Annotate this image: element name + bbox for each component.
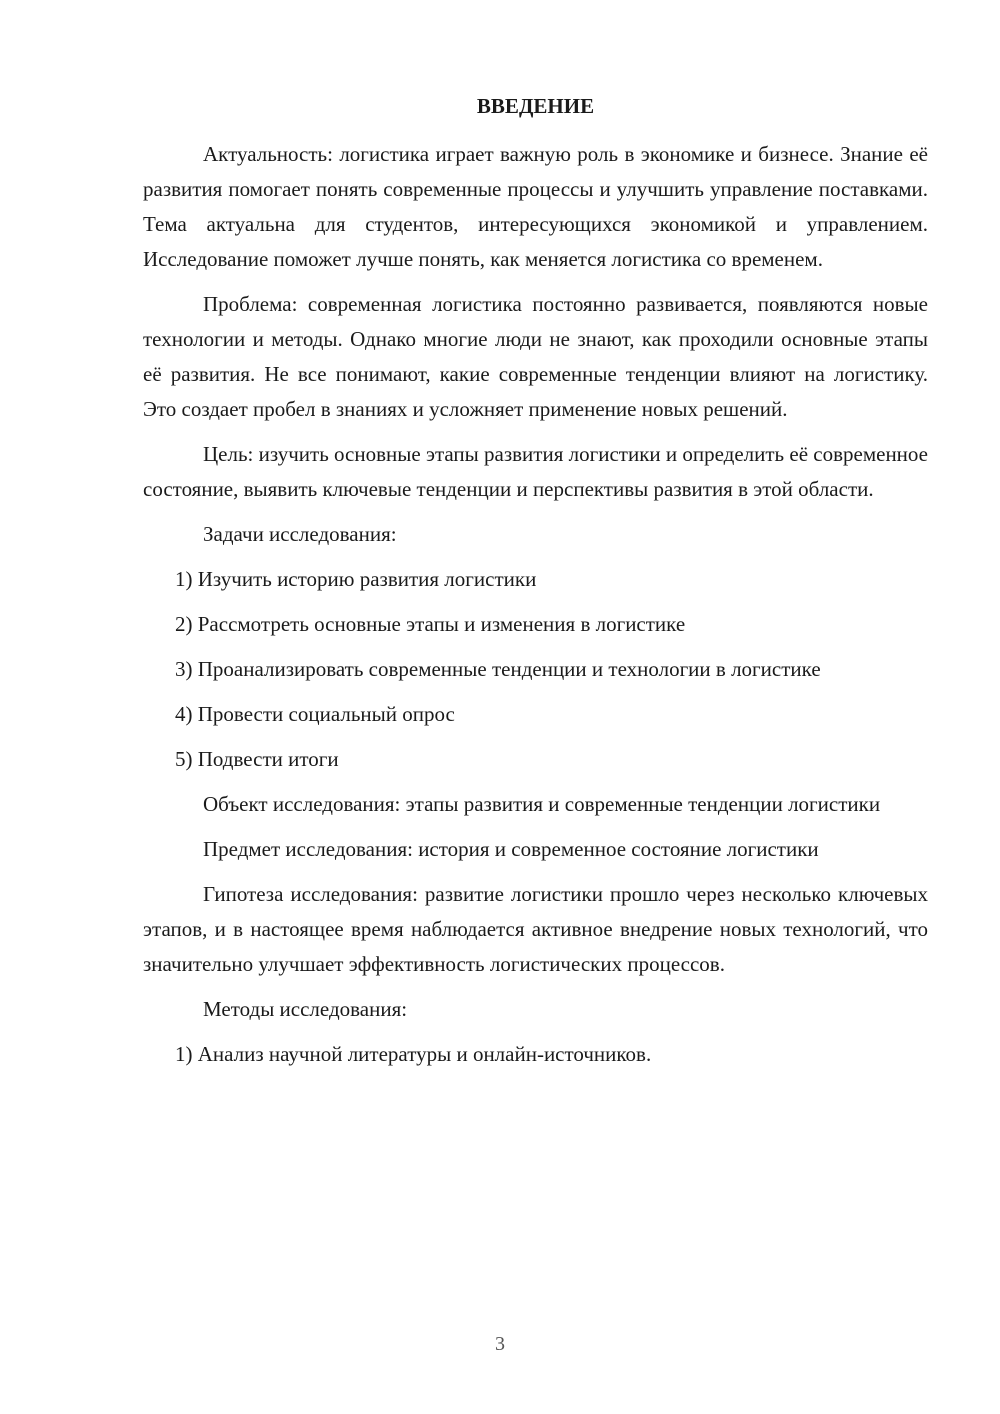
task-item-5: 5) Подвести итоги: [175, 747, 339, 771]
task-item-4: 4) Провести социальный опрос: [175, 702, 455, 726]
page-number: 3: [495, 1333, 505, 1355]
methods-heading: Методы исследования:: [203, 997, 408, 1021]
task-item-3: 3) Проанализировать современные тенденции и технологии в логистике: [175, 657, 821, 681]
subject-paragraph: Предмет исследования: история и современное состояние логистики: [203, 837, 819, 861]
relevance-paragraph: Актуальность: логистика играет важную роль в экономике и бизнесе. Знание её развития помогает понять современные процессы и улучшить управление поставками. Тема актуальна для студентов, интересующихся экономикой и управлением. Исследование поможет лучше понять, как меняется логистика со временем.: [143, 142, 928, 271]
object-paragraph: Объект исследования: этапы развития и современные тенденции логистики: [203, 792, 881, 816]
hypothesis-paragraph: Гипотеза исследования: развитие логистики прошло через несколько ключевых этапов, и в настоящее время наблюдается активное внедрение новых технологий, что значительно улучшает эффективность логистических процессов.: [143, 882, 928, 976]
method-item-1: 1) Анализ научной литературы и онлайн-источников.: [175, 1042, 652, 1066]
page-title: ВВЕДЕНИЕ: [476, 94, 595, 118]
task-item-2: 2) Рассмотреть основные этапы и изменения в логистике: [175, 612, 686, 636]
tasks-heading: Задачи исследования:: [203, 522, 397, 546]
task-item-1: 1) Изучить историю развития логистики: [175, 567, 537, 591]
goal-paragraph: Цель: изучить основные этапы развития логистики и определить её современное состояние, выявить ключевые тенденции и перспективы развития в этой области.: [143, 442, 928, 501]
problem-paragraph: Проблема: современная логистика постоянно развивается, появляются новые технологии и методы. Однако многие люди не знают, как проходили основные этапы её развития. Не все понимают, какие современные тенденции влияют на логистику. Это создает пробел в знаниях и усложняет применение новых решений.: [143, 292, 928, 421]
